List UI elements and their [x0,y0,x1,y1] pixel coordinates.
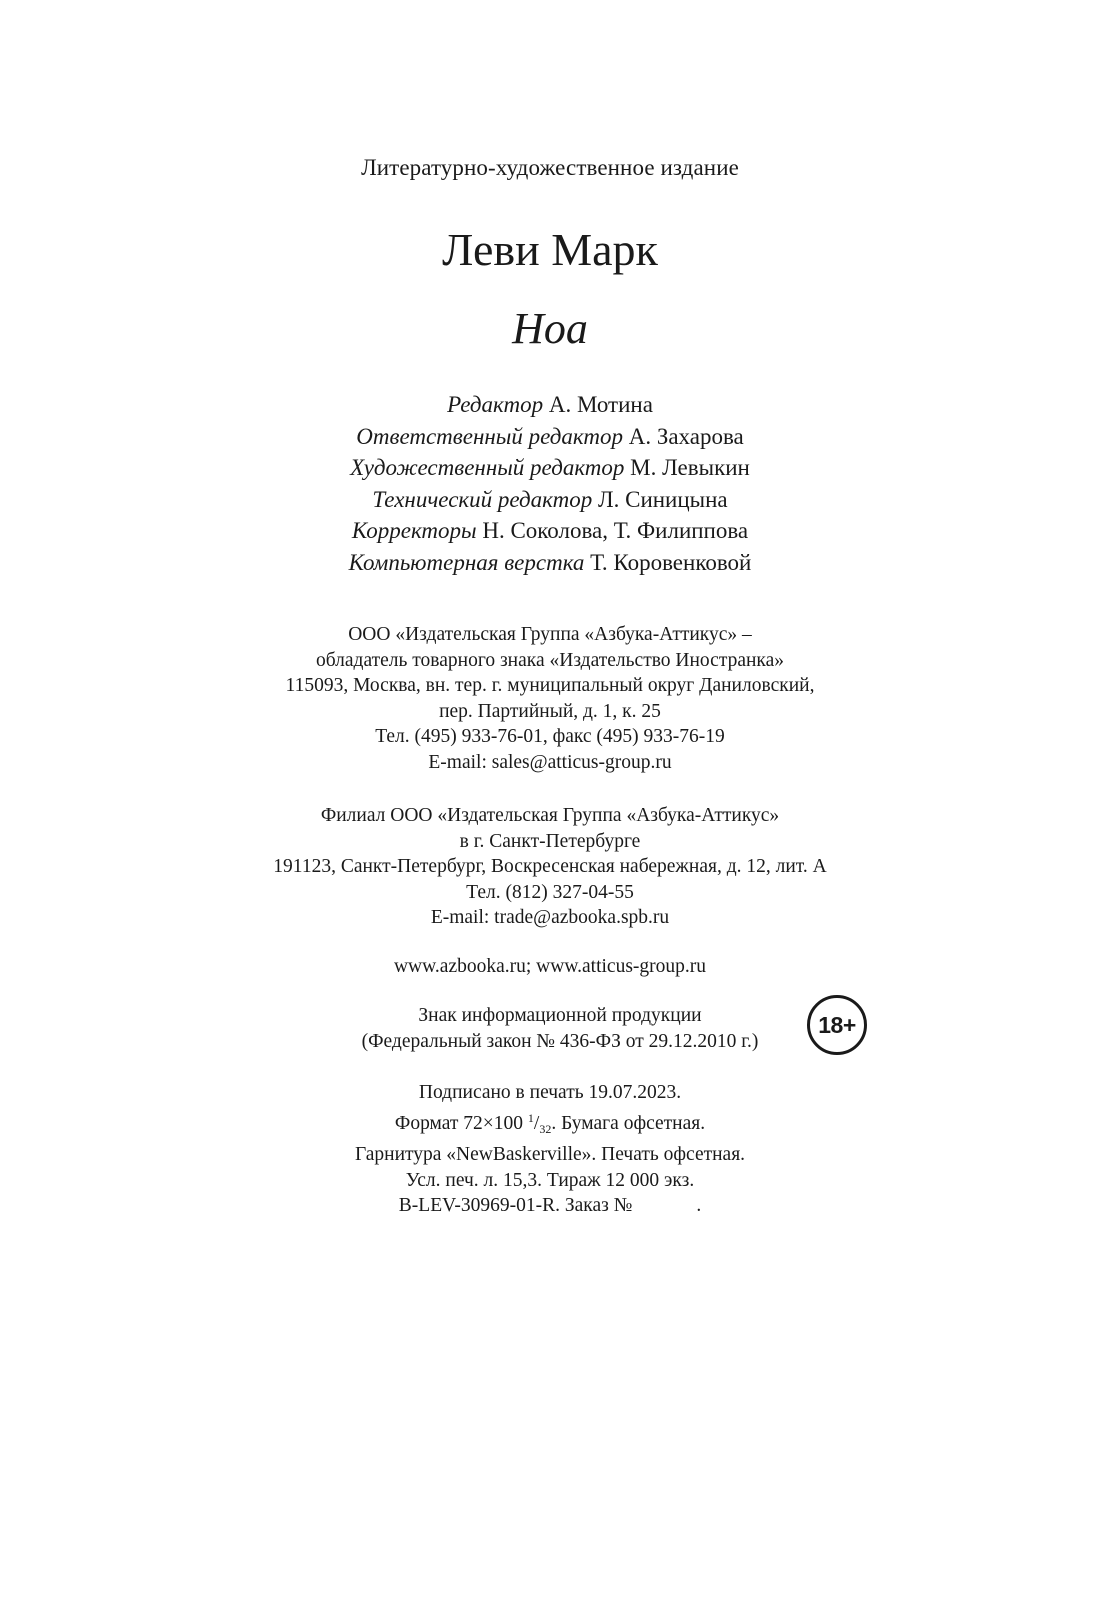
typeface-line: Гарнитура «NewBaskerville». Печать офсетная. [354,1144,746,1165]
age-rating-badge: 18+ [807,995,867,1055]
credit-person: Т. Коровенковой [590,549,752,575]
credit-art-editor [0,452,1100,484]
order-prefix: B-LEV-30969-01-R. Заказ № [398,1195,633,1216]
credit-editor [0,389,1100,421]
publisher-line: обладатель товарного знака «Издательство Иностранка» [315,649,785,671]
format-prefix: Формат 72×100 [394,1112,528,1134]
sheets-line: Усл. печ. л. 15,3. Тираж 12 000 экз. [405,1169,695,1191]
credit-role: Компьютерная верстка [348,549,585,575]
credit-technical-editor [0,484,1100,516]
branch-email: E-mail: trade@azbooka.spb.ru [430,907,670,928]
format-fraction-slash: / [533,1112,540,1134]
credit-person: Н. Соколова, Т. Филиппова [482,518,749,543]
credit-person: Л. Синицына [598,486,728,512]
info-sign-law: (Федеральный закон № 436-ФЗ от 29.12.2010 г.) [361,1030,759,1052]
credit-person: М. Левыкин [630,455,750,480]
branch-phone: Тел. (812) 327-04-55 [466,881,634,903]
credits-list [0,389,1100,578]
publisher-email: E-mail: sales@atticus-group.ru [428,751,672,773]
info-sign-line: Знак информационной продукции [418,1005,702,1026]
credit-role: Технический редактор [372,486,593,512]
credit-role: Художественный редактор [350,455,625,480]
edition-type: Литературно-художественное издание [361,155,739,180]
order-suffix: . [696,1195,702,1216]
credit-layout [0,547,1100,579]
branch-line: Филиал ООО «Издательская Группа «Азбука-Аттикус» [320,805,780,826]
branch-line: в г. Санкт-Петербурге [459,830,641,852]
credit-person: А. Мотина [548,392,653,417]
credit-proofreaders [0,515,1100,547]
book-title: Ноа [512,304,588,353]
publisher-phone: Тел. (495) 933-76-01, факс (495) 933-76-19 [375,726,725,747]
print-details [0,1080,1100,1219]
publisher-line: ООО «Издательская Группа «Азбука-Аттикус» – [348,624,752,645]
credit-role: Корректоры [351,518,477,543]
branch-address: 191123, Санкт-Петербург, Воскресенская набережная, д. 12, лит. А [273,856,827,877]
credit-person: А. Захарова [628,423,744,449]
format-suffix: . Бумага офсетная. [551,1112,706,1134]
info-sign-text [300,1003,820,1054]
credit-managing-editor [0,421,1100,453]
publisher-address: 115093, Москва, вн. тер. г. муниципальный округ Даниловский, [285,675,815,696]
credit-role: Ответственный редактор [356,423,623,449]
signed-to-print: Подписано в печать 19.07.2023. [418,1082,682,1103]
format-fraction-numerator: 1 [527,1110,534,1125]
order-line [0,1193,1100,1219]
publisher-info [0,622,1100,775]
credit-role: Редактор [447,392,544,417]
websites: www.azbooka.ru; www.atticus-group.ru [393,956,707,977]
publisher-address: пер. Партийный, д. 1, к. 25 [439,700,661,722]
format-fraction-denominator: 32 [539,1121,552,1136]
format-line [0,1106,1100,1143]
author-name: Леви Марк [442,224,658,275]
branch-info [0,803,1100,931]
